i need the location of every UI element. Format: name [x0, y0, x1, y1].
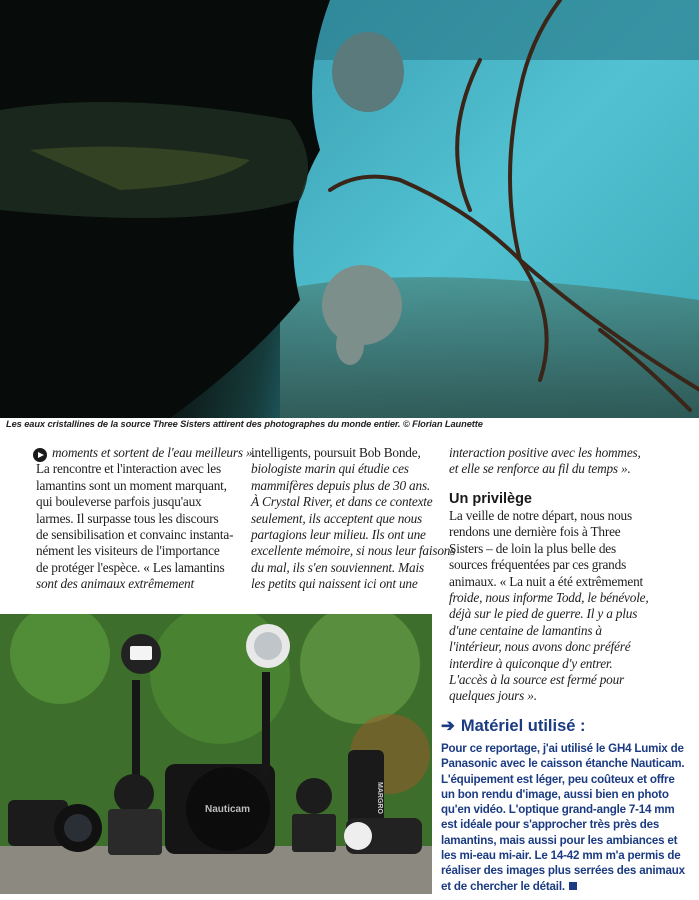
text-line: et elle se renforce au fil du temps ».: [449, 461, 631, 477]
arrow-right-icon: ➔: [441, 717, 455, 735]
equipment-text: [441, 741, 691, 894]
equipment-title-text: Matériel utilisé :: [460, 717, 586, 735]
text-line: qu'en vidéo. L'optique grand-angle 7-14 mm: [441, 803, 675, 817]
equipment-photo-art: [0, 614, 432, 894]
text-line: réaliser des images plus serrées des animaux: [441, 864, 685, 878]
text-line: l'intérieur, nous avons donc préféré: [449, 639, 631, 655]
text-line-last: et de chercher le détail.: [441, 879, 565, 893]
text-line: Pour ce reportage, j'ai utilisé le GH4 Lumix de: [441, 742, 684, 755]
section-subhead: Un privilège: [449, 491, 532, 507]
manatee-photo: [0, 0, 699, 418]
text-line: sources fréquentées par ces grands: [449, 557, 627, 573]
photo-caption: Les eaux cristallines de la source Three Sisters attirent des photographes du monde entier. © Florian Launette: [6, 419, 483, 429]
text-line: biologiste marin qui étudie ces: [251, 461, 409, 477]
text-column-3-top: [449, 445, 669, 478]
text-line: de protéger l'espèce. « Les lamantins: [36, 559, 225, 575]
manatee-photo-art: [0, 0, 699, 418]
text-line: rendons une dernière fois à Three: [449, 524, 621, 540]
housing-brand-label: Nauticam: [205, 804, 251, 815]
text-line: L'équipement est léger, peu coûteux et offre: [441, 772, 675, 786]
text-line: mammifères depuis plus de 30 ans.: [251, 477, 431, 493]
text-line: interdire à quiconque d'y entrer.: [449, 655, 613, 671]
text-column-1: [36, 445, 256, 593]
text-line: lamantins sont un moment marquant,: [36, 477, 227, 493]
text-line: sont des animaux extrêmement: [36, 576, 194, 592]
text-line: d'une centaine de lamantins à: [449, 622, 602, 638]
text-line: déjà sur le pied de guerre. Il y a plus: [449, 606, 638, 622]
text-line: La veille de notre départ, nous nous: [449, 508, 632, 523]
text-line: intelligents, poursuit Bob Bonde,: [251, 445, 421, 460]
text-line: Panasonic avec le caisson étanche Nauticam.: [441, 757, 685, 771]
text-line: les mi-eau mi-air. Le 14-42 mm m'a permis de: [441, 849, 681, 863]
text-line: Sisters – de loin la plus belle des: [449, 540, 616, 556]
text-column-2: [251, 445, 456, 593]
end-of-article-icon: [569, 882, 577, 890]
text-line: [441, 879, 691, 894]
text-line: nément les visiteurs de l'importance: [36, 543, 220, 559]
text-column-3-body: [449, 508, 669, 705]
text-line: quelques jours ».: [449, 688, 537, 704]
text-line: du mal, ils s'en souviennent. Mais: [251, 559, 424, 575]
text-line: lamantins, mais aussi pour les ambiances et: [441, 833, 678, 847]
text-line: animaux. « La nuit a été extrêmement: [449, 573, 644, 589]
manatee-lower-icon: [322, 265, 402, 345]
text-line: de sensibilisation et convainc instanta-: [36, 527, 234, 543]
equipment-title: [441, 716, 586, 736]
text-line: est idéale pour s'approcher très près des: [441, 818, 660, 832]
text-line: larmes. Il surpasse tous les discours: [36, 510, 219, 526]
text-line: La rencontre et l'interaction avec les: [36, 461, 221, 477]
text-line: L'accès à la source est fermé pour: [449, 672, 625, 688]
equipment-photo: [0, 614, 432, 894]
text-line: interaction positive avec les hommes,: [449, 445, 641, 460]
text-line: excellente mémoire, si nous leur faisons: [251, 543, 456, 559]
text-line: partagions leur milieu. Ils ont une: [251, 527, 426, 543]
text-line: À Crystal River, et dans ce contexte: [251, 494, 433, 510]
text-line: les petits qui naissent ici ont une: [251, 576, 418, 592]
text-line: moments et sortent de l'eau meilleurs ».: [52, 445, 256, 460]
manatee-upper-icon: [332, 32, 404, 112]
text-line: un bon rendu d'image, aussi bien en photo: [441, 787, 669, 801]
text-line: qui bouleverse parfois jusqu'aux: [36, 494, 202, 510]
text-line: seulement, ils acceptent que nous: [251, 510, 423, 526]
text-line: froide, nous informe Todd, le bénévole,: [449, 590, 649, 606]
light-brand-label: MARGRO: [376, 782, 383, 814]
